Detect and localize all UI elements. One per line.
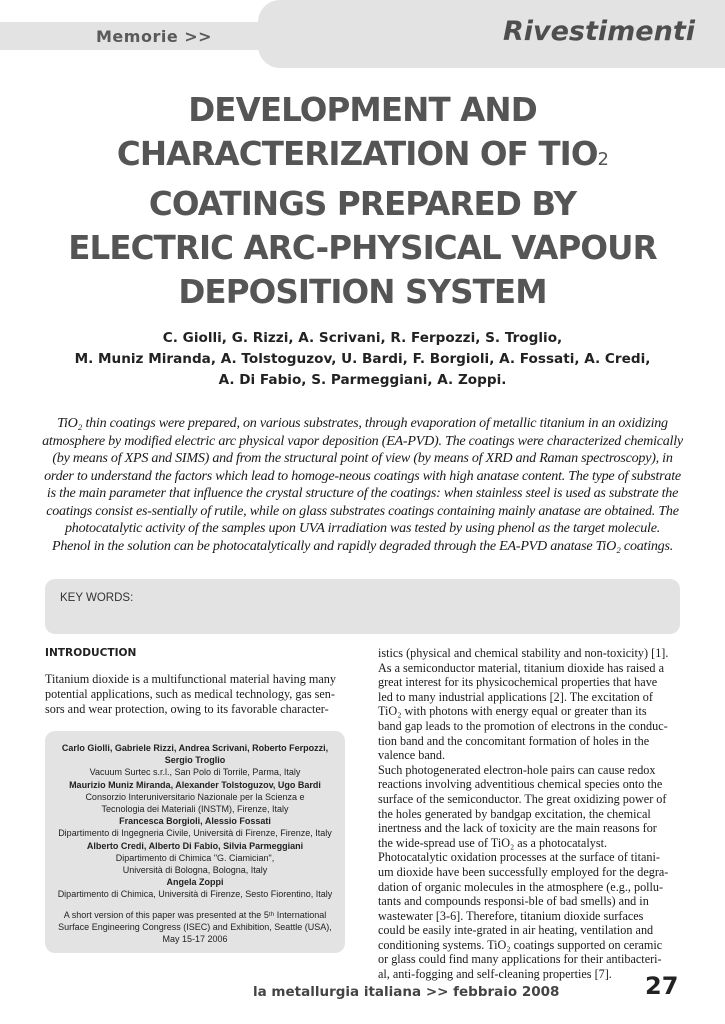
body-line: band gap leads to the promotion of electrons in the conduc- — [378, 718, 668, 733]
abstract-line: Phenol in the solution can be photocatalytically and rapidly degraded through the EA-PVD anatase TiO₂ coatings. — [52, 537, 673, 554]
spacer — [45, 901, 345, 909]
abstract-line: TiO₂ thin coatings were prepared, on various substrates, through evaporation of metallic titanium in an oxidizing — [57, 415, 668, 431]
section-label: Memorie >> — [96, 27, 213, 46]
abstract-line: atmosphere by modified electric arc physical vapor deposition (EA-PVD). The coatings were characterized chemically — [42, 432, 683, 449]
body-line: Photocatalytic oxidation processes at the surface of titani- — [378, 850, 660, 865]
abstract-line: coatings consist es-sentially of rutile, while on glass substrates coatings containing mainly anatase are obtained. The — [46, 502, 679, 519]
section-title: Rivestimenti — [502, 16, 695, 47]
affiliation-institution: Dipartimento di Ingegneria Civile, Università di Firenze, Firenze, Italy — [58, 828, 332, 839]
abstract-line: photocatalytic activity of the samples upon UVA irradiation was tested by using phenol as the target molecule. — [64, 520, 660, 536]
body-line: surface of the semiconductor. The great oxidizing power of — [378, 791, 667, 806]
title-line: COATINGS PREPARED BY — [148, 185, 577, 223]
journal-footer: la metallurgia italiana >> febbraio 2008 — [253, 984, 560, 1000]
affiliation-names: Alberto Credi, Alberto Di Fabio, Silvia Parmeggiani — [86, 840, 304, 851]
affiliation-names: Angela Zoppi — [166, 877, 224, 888]
title-line-text: CHARACTERIZATION OF TIO — [116, 135, 598, 173]
author-line: M. Muniz Miranda, A. Tolstoguzov, U. Bardi, F. Borgioli, A. Fossati, A. Credi, — [74, 351, 651, 367]
affiliation-names: Carlo Giolli, Gabriele Rizzi, Andrea Scrivani, Roberto Ferpozzi, — [61, 743, 329, 753]
body-line: conditioning systems. TiO₂ coatings supported on ceramic — [378, 937, 663, 952]
conference-note: Surface Engineering Congress (ISEC) and Exhibition, Seattle (USA), — [58, 921, 332, 932]
affiliation-institution: Tecnologia dei Materiali (INSTM), Firenze, Italy — [101, 804, 289, 815]
body-line: or glass could find many applications for their antibacteri- — [378, 952, 662, 967]
abstract-line: (by means of XPS and SIMS) and from the structural point of view (by means of XRD and Raman spectroscopy), in — [52, 450, 673, 466]
conference-note: A short version of this paper was presented at the 5ᵗʰ International — [63, 909, 327, 920]
article-title — [30, 88, 695, 314]
body-line: Such photogenerated electron-hole pairs can cause redox — [378, 762, 656, 777]
affiliation-names: Francesca Borgioli, Alessio Fossati — [119, 816, 271, 827]
abstract-line: order to understand the factors which lead to homoge-neous coatings with high anatase content. The type of substrate — [44, 467, 681, 484]
introduction-text — [45, 672, 345, 718]
affiliations-box — [45, 731, 345, 953]
body-line: valence band. — [378, 748, 445, 763]
conference-note: May 15-17 2006 — [162, 934, 228, 945]
abstract-line: is the main parameter that influence the crystal structure of the coatings: when stainless steel is used as substrate the — [46, 485, 679, 501]
page-number: 27 — [645, 972, 679, 1000]
body-line: inertness and the lack of toxicity are the main reasons for — [378, 821, 657, 836]
affiliations-text — [45, 742, 345, 945]
affiliation-names: Sergio Troglio — [164, 755, 226, 766]
header-band — [0, 0, 725, 68]
body-line: al, anti-fogging and self-cleaning properties [7]. — [378, 967, 612, 982]
body-line: could be easily inte-grated in air heating, ventilation and — [378, 923, 654, 938]
body-line: reactions involving adventitious chemical species onto the — [378, 777, 663, 792]
affiliation-institution: Dipartimento di Chimica "G. Ciamician", — [115, 852, 275, 863]
body-line: the holes generated by bandgap excitation, the chemical — [378, 806, 651, 821]
affiliation-institution: Università di Bologna, Bologna, Italy — [122, 865, 268, 876]
body-line: istics (physical and chemical stability and non-toxicity) [1]. — [378, 646, 669, 660]
body-line: As a semiconductor material, titanium dioxide has raised a — [378, 660, 664, 675]
body-line: tants and compounds responsi-ble of bad smells) and in — [378, 894, 649, 909]
body-line: wastewater [3-6]. Therefore, titanium dioxide surfaces — [378, 908, 644, 923]
author-line: A. Di Fabio, S. Parmeggiani, A. Zoppi. — [218, 372, 507, 388]
title-line: DEPOSITION SYSTEM — [178, 273, 547, 311]
body-line: tion band and the concomitant formation of holes in the — [378, 733, 650, 748]
title-line: ELECTRIC ARC-PHYSICAL VAPOUR — [68, 229, 657, 267]
body-line: led to many industrial applications [2]. The excitation of — [378, 689, 653, 704]
title-line: DEVELOPMENT AND — [188, 91, 537, 129]
body-line: great interest for its physicochemical properties that have — [378, 675, 658, 690]
introduction-heading: INTRODUCTION — [45, 647, 137, 659]
affiliation-institution: Vacuum Surtec s.r.l., San Polo di Torrile, Parma, Italy — [89, 767, 301, 778]
author-line: C. Giolli, G. Rizzi, A. Scrivani, R. Ferpozzi, S. Troglio, — [162, 330, 563, 346]
abstract — [30, 415, 695, 555]
body-line: the wide-spread use of TiO₂ as a photocatalyst. — [378, 835, 607, 850]
title-line — [30, 132, 695, 182]
right-column-text — [378, 646, 680, 982]
keywords-box — [45, 579, 680, 634]
keywords-label: KEY WORDS: — [60, 592, 134, 604]
body-line: TiO₂ with photons with energy equal or greater than its — [378, 704, 647, 719]
affiliation-names: Maurizio Muniz Miranda, Alexander Tolstoguzov, Ugo Bardi — [69, 779, 321, 790]
author-list — [40, 328, 685, 391]
title-subscript: 2 — [597, 149, 609, 170]
body-line: um dioxide have been successfully employed for the degra- — [378, 864, 669, 879]
body-line: dation of organic molecules in the atmosphere (e.g., pollu- — [378, 879, 664, 894]
affiliation-institution: Consorzio Interuniversitario Nazionale per la Scienza e — [85, 791, 305, 802]
body-line: Titanium dioxide is a multifunctional material having many — [45, 672, 336, 686]
affiliation-institution: Dipartimento di Chimica, Università di Firenze, Sesto Fiorentino, Italy — [57, 889, 333, 900]
body-line: potential applications, such as medical technology, gas sen- — [45, 687, 335, 702]
body-line: sors and wear protection, owing to its favorable character- — [45, 702, 329, 717]
